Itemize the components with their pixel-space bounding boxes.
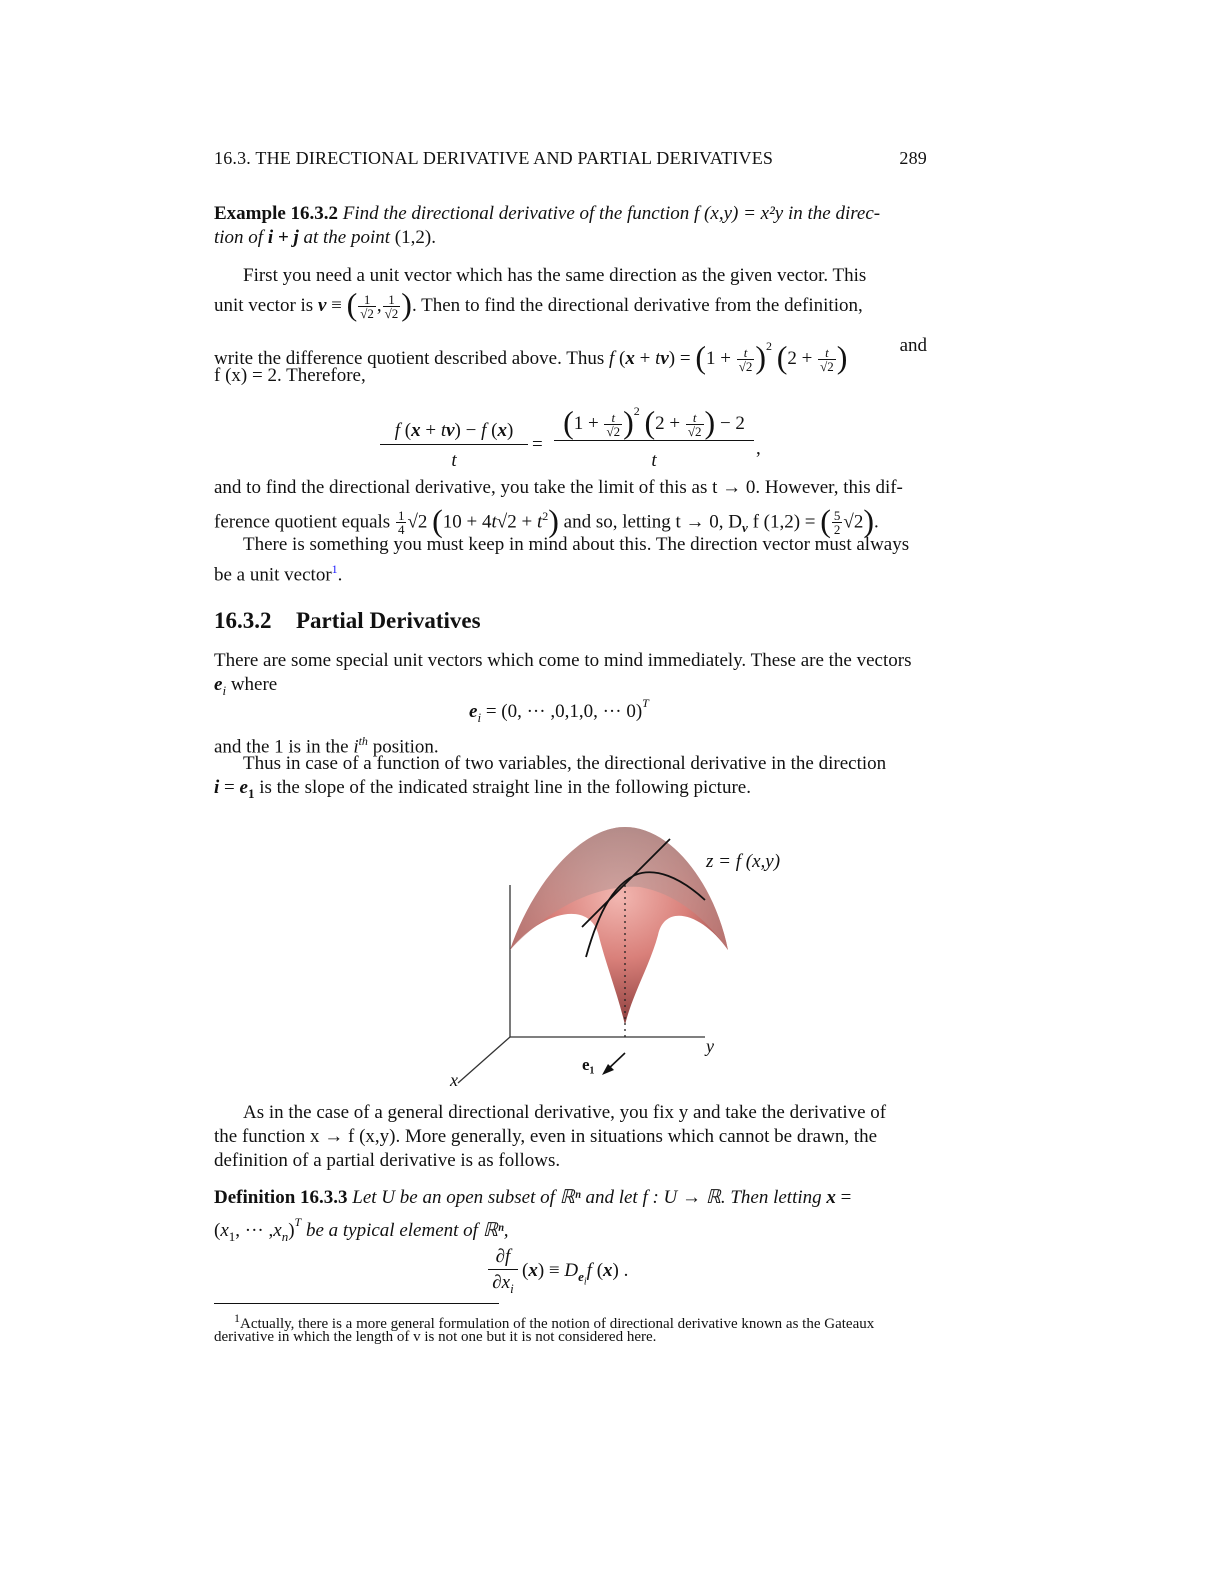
unit-vector-equation: $e_i = (0$, ··· ,0,1,0, ··· 0)$^T$ bbox=[469, 696, 649, 725]
paragraph-3-line-3: and the 1 is in the $i^{th}$ position. bbox=[214, 734, 439, 758]
paragraph-4-line-3 bbox=[214, 1149, 927, 1173]
paragraph-2-line-1 bbox=[214, 476, 927, 500]
paragraph-3-line-1 bbox=[214, 649, 927, 673]
difference-quotient-equation: f (x + tv) − f (x) t = (1 + $\frac{t}{√2}$ )$^2$ (2 + $\frac{t}{√2}$ ) − 2 t , bbox=[380, 404, 760, 470]
p2-l4: be a unit vector bbox=[214, 564, 332, 586]
footnote-link[interactable]: 1 bbox=[331, 562, 338, 576]
p3-l1: There are some special unit vectors which come to mind immediately. These are the vectors bbox=[214, 650, 912, 671]
p1-l2b: . Then to find the directional derivative from the definition, bbox=[411, 295, 863, 316]
p4-l1: As in the case of a general directional derivative, you fix y and take the derivative of bbox=[243, 1102, 887, 1123]
definition-label: Definition 16.3.3 bbox=[214, 1187, 348, 1208]
running-title: 16.3. THE DIRECTIONAL DERIVATIVE AND PARTIAL DERIVATIVES bbox=[214, 148, 774, 168]
x-axis bbox=[458, 1037, 510, 1083]
p2-l3: There is something you must keep in mind about this. The direction vector must always bbox=[243, 534, 910, 555]
page-number: 289 bbox=[899, 148, 927, 168]
paragraph-3-line-4 bbox=[214, 752, 927, 776]
p1-l1: First you need a unit vector which has the same direction as the given vector. This bbox=[243, 265, 867, 286]
partial-derivative-equation: ∂f $\partial x_i$ $(x) \equiv D_{e_i}f$ (x) . bbox=[488, 1246, 668, 1298]
p1-l3a: write the difference quotient described above. Thus bbox=[214, 348, 605, 369]
definition-text-2: be a typical element of ℝⁿ, bbox=[305, 1220, 509, 1241]
footnote-rule bbox=[214, 1303, 499, 1304]
section-heading bbox=[214, 608, 481, 634]
section-title: Partial Derivatives bbox=[296, 608, 481, 633]
footnote-text-2: derivative in which the length of v is not one but it is not considered here. bbox=[214, 1329, 657, 1345]
footnote-text-1: Actually, there is a more general formulation of the notion of directional derivative known as the Gateaux bbox=[240, 1316, 875, 1332]
paragraph-1-line-2: unit vector is v ≡ ( $\frac{1}{√2}$ , $\frac{1}{√2}$ ). Then to find the directional derivative from the definition, bbox=[214, 286, 863, 322]
p3-l2: where bbox=[230, 674, 278, 695]
example-text-2: in the direc- bbox=[787, 203, 881, 224]
paragraph-2-line-4: be a unit vector$^1$. bbox=[214, 562, 343, 586]
p3-l5: is the slope of the indicated straight line in the following picture. bbox=[259, 777, 751, 798]
paragraph-3-line-2: $e_i$ where bbox=[214, 674, 278, 698]
p2-l2a: ference quotient equals bbox=[214, 511, 391, 533]
x-axis-label: x bbox=[450, 1070, 458, 1090]
p3-l4: Thus in case of a function of two variables, the directional derivative in the direction bbox=[243, 753, 887, 774]
e1-label: e₁ bbox=[582, 1055, 595, 1074]
example-text-3: tion of bbox=[214, 227, 264, 248]
example-function: f (x,y) = x²y bbox=[694, 203, 784, 224]
paragraph-4-line-1 bbox=[214, 1101, 927, 1125]
surface-label: z = f (x,y) bbox=[706, 851, 781, 872]
p4-l3: definition of a partial derivative is as follows. bbox=[214, 1150, 561, 1171]
paragraph-3-line-5: $i = e_1$ is the slope of the indicated straight line in the following picture. bbox=[214, 777, 751, 801]
running-header bbox=[214, 148, 927, 169]
unit-vector-v: v bbox=[317, 295, 327, 316]
p4-l2: the function x → f (x,y). More generally, even in situations which cannot be drawn, the bbox=[214, 1126, 878, 1147]
paragraph-2-line-2: ference quotient equals $\frac{1}{4}$ √2 $(10 + 4t√2 + t^2)$ and so, letting t → 0, $D_v$ f (1,2) = ( $\frac{5}{2}$ √2). bbox=[214, 502, 879, 539]
p3-l3b: position. bbox=[372, 736, 439, 758]
unit-vector-eq-text: = (0, ··· ,0,1,0, ··· 0) bbox=[485, 701, 643, 722]
p1-l4: f (x) = 2. Therefore, bbox=[214, 365, 366, 386]
example-direction: i + j bbox=[267, 227, 299, 248]
y-axis-label: y bbox=[706, 1036, 714, 1056]
paragraph-4-line-2 bbox=[214, 1125, 927, 1149]
p1-l3b: and bbox=[899, 335, 927, 356]
paragraph-1-line-1 bbox=[214, 264, 927, 288]
example-16-3-2 bbox=[214, 202, 927, 250]
footnote-line-2 bbox=[214, 1328, 927, 1347]
paragraph-2-line-3 bbox=[214, 533, 927, 557]
p2-l2c: f (1,2) = bbox=[752, 511, 816, 533]
example-text-1: Find the directional derivative of the function bbox=[342, 203, 690, 224]
footnote-mark: 1 bbox=[234, 1311, 240, 1325]
p1-l2a: unit vector is bbox=[214, 295, 314, 316]
paragraph-1-line-3: write the difference quotient described above. Thus f (x + tv) = (1 + $\frac{t}{√2}$ )$^2$ (2 + $\frac{t}{√2}$ ) and bbox=[214, 335, 927, 375]
definition-line-2: ($x_1$, ··· $,x_n)^T$ be a typical element of ℝⁿ, bbox=[214, 1215, 509, 1244]
p2-l1: and to find the directional derivative, you take the limit of this as t → 0. However, this dif- bbox=[214, 477, 903, 498]
definition-text-1: Let U be an open subset of ℝⁿ and let f : U → ℝ. Then letting bbox=[352, 1187, 822, 1208]
paragraph-1-line-4 bbox=[214, 364, 927, 388]
p2-l2b: and so, letting t → 0, D bbox=[563, 511, 743, 533]
p3-l3a: and the 1 is in the bbox=[214, 736, 349, 758]
example-label: Example 16.3.2 bbox=[214, 203, 339, 224]
definition-line-1: Definition 16.3.3 Let U be an open subset of ℝⁿ and let f : U → ℝ. Then letting x = bbox=[214, 1187, 852, 1208]
example-point: (1,2). bbox=[394, 227, 436, 248]
section-number: 16.3.2 bbox=[214, 608, 272, 633]
example-text-4: at the point bbox=[303, 227, 391, 248]
